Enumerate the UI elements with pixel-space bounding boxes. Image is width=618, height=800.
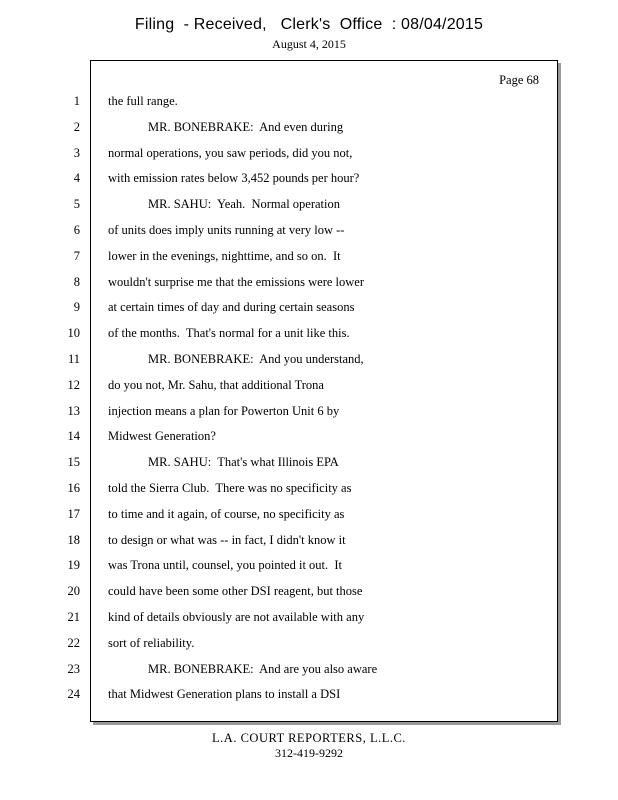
line-number: 9 [73, 300, 80, 315]
page-number: Page 68 [499, 73, 539, 87]
line-number: 2 [73, 119, 80, 134]
line-text: at certain times of day and during certain seasons [108, 300, 355, 315]
line-number: 3 [73, 145, 80, 160]
line-text: lower in the evenings, nighttime, and so on. It [108, 248, 341, 263]
line-text: told the Sierra Club. There was no specificity as [108, 481, 352, 495]
line-number: 15 [67, 455, 80, 470]
line-text: of the months. That's normal for a unit like this. [108, 326, 350, 341]
line-text: MR. BONEBRAKE: And you understand, [148, 352, 364, 366]
line-number: 10 [67, 326, 80, 341]
line-number: 18 [67, 532, 80, 547]
line-number: 12 [67, 377, 80, 392]
line-number: 24 [67, 687, 80, 702]
line-text: to time and it again, of course, no specificity as [108, 506, 345, 521]
line-number: 17 [67, 506, 80, 521]
line-number: 13 [67, 403, 80, 418]
line-number: 8 [73, 274, 80, 289]
line-text: sort of reliability. [108, 635, 195, 650]
line-text: could have been some other DSI reagent, but those [108, 584, 363, 599]
line-text: kind of details obviously are not available with any [108, 610, 365, 624]
line-text: was Trona until, counsel, you pointed it out. It [108, 558, 343, 573]
filing-stamp-text: Filing - Received, Clerk's Office : 08/04/2015 [134, 16, 484, 33]
line-text: Midwest Generation? [108, 429, 216, 444]
line-text: to design or what was -- in fact, I didn't know it [108, 532, 346, 547]
footer-company: L.A. COURT REPORTERS, L.L.C. [212, 731, 406, 745]
line-number: 19 [67, 558, 80, 573]
line-text: that Midwest Generation plans to install a DSI [108, 687, 341, 702]
line-number: 16 [67, 481, 80, 495]
line-text: of units does imply units running at very low -- [108, 223, 345, 237]
footer-phone: 312-419-9292 [275, 746, 343, 760]
line-number: 7 [73, 248, 80, 263]
line-text: MR. SAHU: That's what Illinois EPA [148, 455, 339, 470]
line-number: 5 [73, 197, 80, 212]
line-number: 11 [67, 352, 80, 366]
line-text: normal operations, you saw periods, did you not, [108, 145, 353, 160]
transcript-page [90, 60, 558, 722]
line-text: MR. BONEBRAKE: And even during [148, 119, 344, 134]
line-text: injection means a plan for Powerton Unit 6 by [108, 403, 340, 418]
line-text: wouldn't surprise me that the emissions were lower [108, 274, 365, 289]
line-text: MR. BONEBRAKE: And are you also aware [148, 661, 378, 676]
filing-stamp [0, 16, 618, 34]
line-number: 4 [73, 171, 80, 186]
line-text: with emission rates below 3,452 pounds per hour? [108, 171, 360, 186]
line-number: 22 [67, 635, 80, 650]
line-number: 1 [73, 94, 80, 108]
line-text: do you not, Mr. Sahu, that additional Trona [108, 377, 324, 392]
line-number: 23 [67, 661, 80, 676]
line-number: 20 [67, 584, 80, 599]
transcript-date: August 4, 2015 [272, 37, 346, 51]
line-text: the full range. [108, 94, 178, 108]
line-number: 21 [67, 610, 80, 624]
line-number: 14 [67, 429, 80, 444]
line-text: MR. SAHU: Yeah. Normal operation [148, 197, 341, 212]
line-number: 6 [73, 223, 80, 237]
